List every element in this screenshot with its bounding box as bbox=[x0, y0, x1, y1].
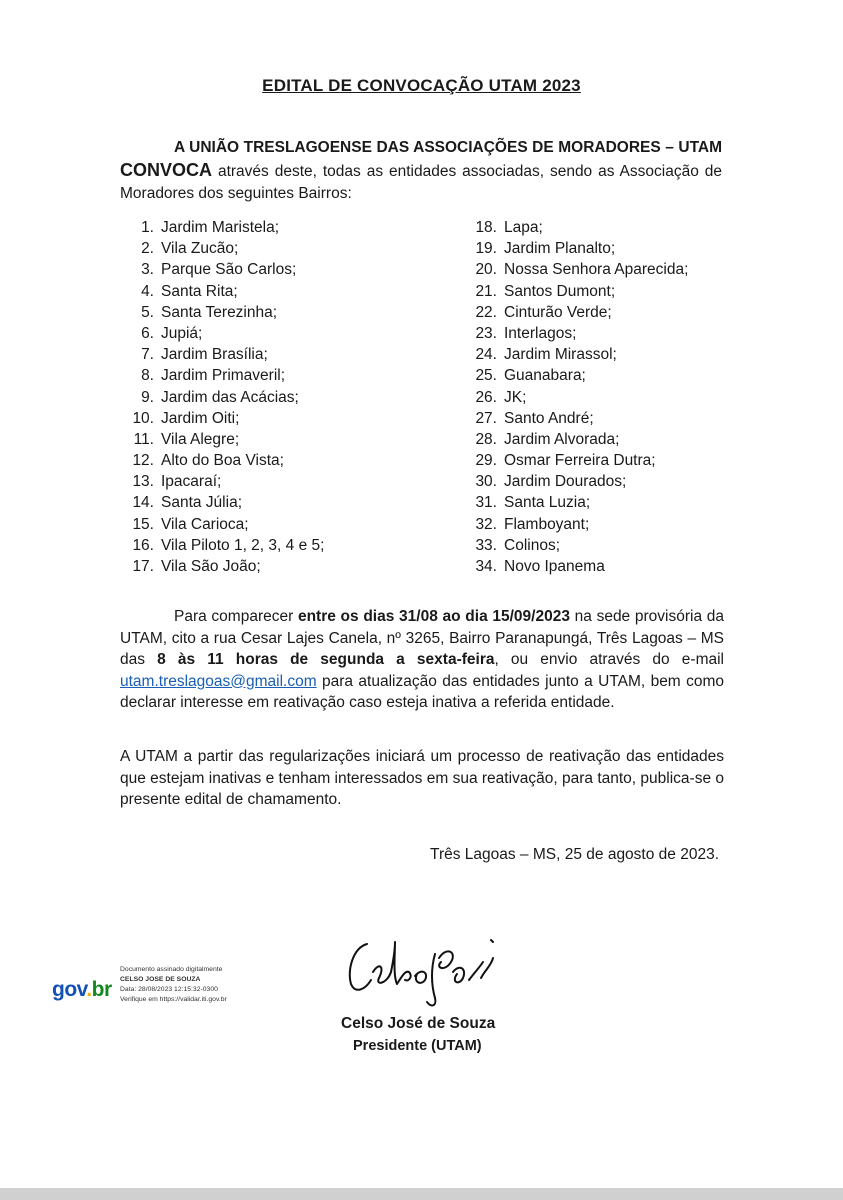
bottom-band bbox=[0, 1188, 843, 1200]
list-item-number: 30. bbox=[475, 473, 497, 491]
stamp-line-1: Documento assinado digitalmente bbox=[120, 966, 223, 973]
list-item bbox=[469, 302, 688, 323]
list-item-number: 2. bbox=[141, 240, 154, 258]
signer-role: Presidente (UTAM) bbox=[353, 1038, 482, 1054]
list-item bbox=[124, 365, 324, 386]
list-item-number: 25. bbox=[475, 367, 497, 385]
list-item-name: Jardim Alvorada; bbox=[504, 430, 620, 448]
list-item-name: Nossa Senhora Aparecida; bbox=[504, 261, 689, 279]
stamp-date: Data: 28/08/2023 12:15:32-0300 bbox=[120, 986, 218, 993]
list-item-number: 17. bbox=[132, 558, 154, 575]
list-item-number: 14. bbox=[132, 494, 154, 512]
p1-text-3: , ou envio através do e-mail bbox=[494, 651, 724, 668]
list-item-name: Parque São Carlos; bbox=[161, 261, 297, 279]
reactivation-paragraph: A UTAM a partir das regularizações iniciará um processo de reativação das entidades que estejam inativas e tenham interessados em sua reativação, para tanto, publica-se o presente edital de chamamento. bbox=[120, 748, 724, 808]
list-item-number: 9. bbox=[141, 388, 154, 406]
list-item bbox=[469, 429, 688, 450]
list-item bbox=[469, 238, 688, 259]
list-item bbox=[124, 514, 324, 535]
list-item-name: Lapa; bbox=[504, 219, 543, 236]
list-item-name: Flamboyant; bbox=[504, 515, 590, 533]
list-item-name: Jardim Brasília; bbox=[161, 346, 268, 364]
neighborhood-list-left bbox=[124, 217, 324, 577]
list-item-number: 29. bbox=[475, 452, 497, 470]
list-item-name: Jardim Planalto; bbox=[504, 240, 616, 258]
list-item-number: 4. bbox=[141, 282, 154, 300]
list-item-name: Cinturão Verde; bbox=[504, 303, 612, 321]
list-item-number: 22. bbox=[475, 303, 497, 321]
list-item bbox=[124, 344, 324, 365]
list-item bbox=[124, 302, 324, 323]
list-item-number: 34. bbox=[475, 558, 497, 575]
organization-name: A UNIÃO TRESLAGOENSE DAS ASSOCIAÇÕES DE MORADORES – UTAM bbox=[174, 139, 722, 156]
list-item bbox=[469, 492, 688, 513]
list-item-name: Jardim Oiti; bbox=[161, 409, 240, 427]
list-item bbox=[124, 323, 324, 344]
list-item bbox=[124, 492, 324, 513]
stamp-signer-name: CELSO JOSE DE SOUZA bbox=[120, 976, 201, 983]
list-item-name: Jardim Primaveril; bbox=[161, 367, 286, 385]
list-item-number: 18. bbox=[475, 219, 497, 236]
list-item-name: Jardim Mirassol; bbox=[504, 346, 617, 364]
list-item bbox=[469, 556, 688, 577]
handwritten-signature bbox=[335, 932, 515, 1012]
list-item-name: Alto do Boa Vista; bbox=[161, 452, 284, 470]
list-item-number: 13. bbox=[132, 473, 154, 491]
list-item-name: Jupiá; bbox=[161, 324, 203, 342]
govbr-logo: gov.br bbox=[52, 978, 112, 1001]
list-item-number: 3. bbox=[141, 261, 154, 279]
signer-name: Celso José de Souza bbox=[341, 1015, 496, 1032]
list-item-number: 27. bbox=[475, 409, 497, 427]
list-item bbox=[124, 238, 324, 259]
list-item bbox=[469, 450, 688, 471]
list-item-name: JK; bbox=[504, 388, 527, 406]
list-item-number: 28. bbox=[475, 430, 497, 448]
list-item-number: 32. bbox=[475, 515, 497, 533]
list-item bbox=[124, 217, 324, 238]
document-title: EDITAL DE CONVOCAÇÃO UTAM 2023 bbox=[262, 76, 581, 95]
email-link[interactable]: utam.treslagoas@gmail.com bbox=[120, 672, 317, 690]
list-item-number: 26. bbox=[475, 388, 497, 406]
p1-dates: entre os dias 31/08 ao dia 15/09/2023 bbox=[297, 608, 570, 625]
intro-paragraph bbox=[120, 137, 722, 205]
list-item bbox=[469, 217, 688, 238]
list-item-number: 10. bbox=[132, 409, 154, 427]
list-item-name: Osmar Ferreira Dutra; bbox=[504, 452, 656, 470]
list-item bbox=[124, 535, 324, 556]
date-line: Três Lagoas – MS, 25 de agosto de 2023. bbox=[430, 846, 719, 863]
list-item-number: 19. bbox=[475, 240, 497, 258]
list-item bbox=[469, 323, 688, 344]
list-item-number: 6. bbox=[141, 324, 154, 342]
list-item bbox=[124, 471, 324, 492]
intro-rest: através deste, todas as entidades associadas, sendo as Associação de Moradores dos seguintes Bairros: bbox=[120, 163, 722, 202]
list-item-number: 24. bbox=[475, 346, 497, 364]
p1-text-4: para atualização das entidades junto a UTAM, bem como declarar interesse em reativação caso esteja inativa a referida entidade. bbox=[120, 672, 724, 711]
list-item-number: 33. bbox=[475, 536, 497, 554]
list-item-number: 8. bbox=[141, 367, 154, 385]
list-item-number: 7. bbox=[141, 346, 154, 364]
list-item-name: Jardim Maristela; bbox=[161, 219, 279, 236]
list-item-name: Interlagos; bbox=[504, 324, 577, 342]
list-item-name: Ipacaraí; bbox=[161, 473, 222, 491]
list-item bbox=[124, 429, 324, 450]
list-item-number: 11. bbox=[133, 430, 154, 448]
list-item bbox=[469, 344, 688, 365]
list-item-number: 1. bbox=[141, 219, 154, 236]
list-item bbox=[469, 281, 688, 302]
stamp-verify-url: Verifique em https://validar.iti.gov.br bbox=[120, 996, 227, 1003]
list-item bbox=[124, 281, 324, 302]
list-item-name: Santa Rita; bbox=[161, 282, 238, 300]
convoca-keyword: CONVOCA bbox=[120, 160, 213, 180]
list-item-name: Novo Ipanema bbox=[504, 558, 605, 575]
list-item bbox=[469, 535, 688, 556]
list-item bbox=[124, 259, 324, 280]
list-item bbox=[469, 471, 688, 492]
list-item bbox=[124, 450, 324, 471]
list-item bbox=[469, 514, 688, 535]
list-item-name: Santa Júlia; bbox=[161, 494, 242, 512]
list-item-name: Vila Alegre; bbox=[161, 430, 240, 448]
list-item-name: Santa Luzia; bbox=[504, 494, 591, 512]
list-item bbox=[469, 387, 688, 408]
p1-text-1: Para comparecer bbox=[174, 608, 298, 625]
stamp-info bbox=[120, 965, 290, 1005]
p1-hours: 8 às 11 horas de segunda a sexta-feira bbox=[157, 651, 495, 668]
list-item-name: Vila Piloto 1, 2, 3, 4 e 5; bbox=[161, 536, 325, 554]
list-item-name: Vila Zucão; bbox=[161, 240, 239, 258]
list-item-name: Santo André; bbox=[504, 409, 594, 427]
list-item-name: Santos Dumont; bbox=[504, 282, 616, 300]
list-item-name: Colinos; bbox=[504, 536, 560, 554]
list-item-name: Vila Carioca; bbox=[161, 515, 249, 533]
p1-text-2: na sede provisória da UTAM, cito a rua Cesar Lajes Canela, nº 3265, Bairro Paranapungá, Três Lagoas – MS das bbox=[120, 608, 724, 668]
list-item-number: 31. bbox=[475, 494, 497, 512]
list-item-number: 20. bbox=[475, 261, 497, 279]
list-item bbox=[124, 408, 324, 429]
attendance-paragraph bbox=[120, 606, 724, 714]
list-item bbox=[124, 387, 324, 408]
list-item-number: 12. bbox=[132, 452, 154, 470]
neighborhood-list-right bbox=[469, 217, 688, 577]
list-item bbox=[469, 408, 688, 429]
list-item-number: 15. bbox=[132, 515, 154, 533]
list-item-name: Jardim Dourados; bbox=[504, 473, 627, 491]
list-item-number: 23. bbox=[475, 324, 497, 342]
list-item-name: Jardim das Acácias; bbox=[161, 388, 299, 406]
list-item-number: 21. bbox=[475, 282, 497, 300]
list-item-name: Guanabara; bbox=[504, 367, 586, 385]
list-item-number: 5. bbox=[141, 303, 154, 321]
list-item bbox=[469, 259, 688, 280]
list-item-number: 16. bbox=[132, 536, 154, 554]
list-item bbox=[124, 556, 324, 577]
list-item-name: Santa Terezinha; bbox=[161, 303, 278, 321]
list-item-name: Vila São João; bbox=[161, 558, 261, 575]
list-item bbox=[469, 365, 688, 386]
